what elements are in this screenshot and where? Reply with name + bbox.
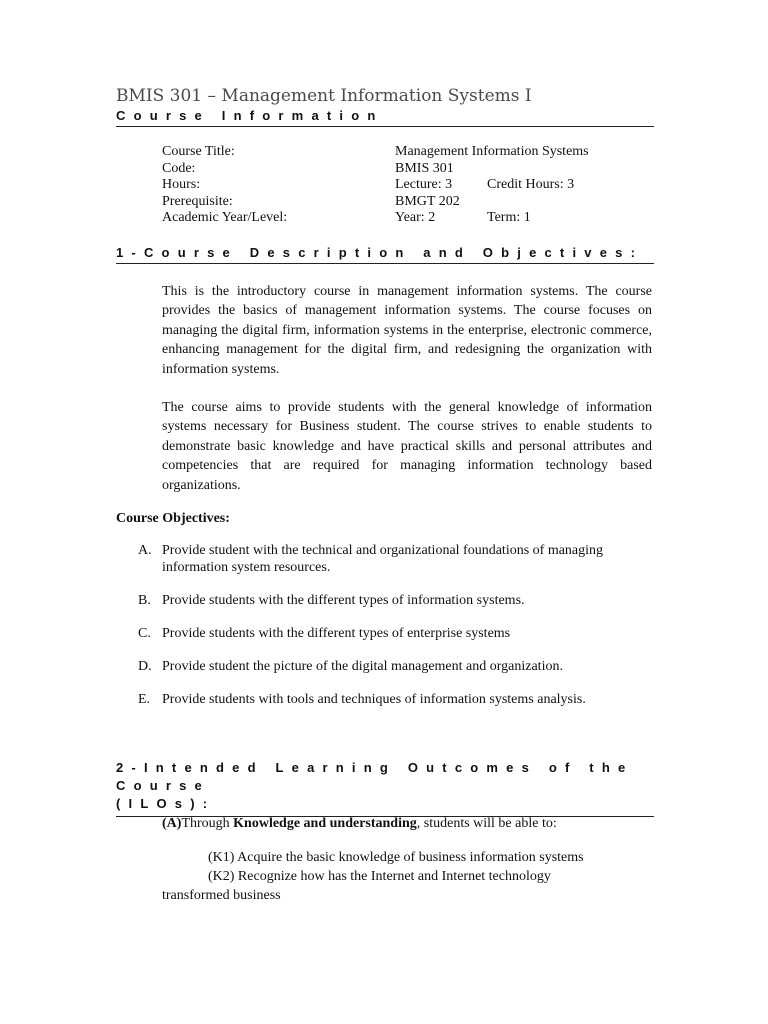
objective-text: Provide students with tools and techniques of information systems analysis. [162,692,586,707]
ilo-k2: (K2) Recognize how has the Internet and Internet technology [208,869,551,884]
objective-item [138,692,658,709]
objective-text: Provide students with the different types of enterprise systems [162,626,511,641]
objective-letter: A. [138,543,152,558]
course-title-label: Course Title: [162,144,235,159]
objective-letter: C. [138,626,151,641]
prerequisite-value: BMGT 202 [395,193,460,209]
ilo-k2-continued: transformed business [162,888,281,903]
objective-item [138,626,658,643]
course-info-heading: Course Information [116,108,654,127]
hours-value: Lecture: 3 [395,177,453,192]
credit-hours-value: Credit Hours: 3 [487,177,575,192]
section-1-heading: 1-Course Description and Objectives: [116,245,654,264]
objectives-heading: Course Objectives: [116,511,230,526]
section-2-heading-line-1: 2-Intended Learning Outcomes of the Course [116,760,634,793]
ilo-a-post: , students will be able to: [416,816,557,831]
section-2-heading [116,759,654,817]
objective-letter: B. [138,593,151,608]
term-value: Term: 1 [487,210,531,225]
hours-label: Hours: [162,177,201,192]
academic-year-label: Academic Year/Level: [162,210,288,225]
ilo-a-label: (A) [162,816,182,831]
section-2-heading-line-2: (ILOs): [116,796,216,811]
ilo-a-intro [162,816,557,832]
ilo-k1: (K1) Acquire the basic knowledge of business information systems [208,850,584,865]
objective-text: Provide student with the technical and organizational foundations of managing information system resources. [162,543,604,575]
objective-item [138,543,658,576]
objective-item [138,593,658,610]
code-value: BMIS 301 [395,160,454,176]
prerequisite-label: Prerequisite: [162,193,233,209]
ilo-a-pre: Through [181,816,230,831]
description-paragraph-2: The course aims to provide students with the general knowledge of information systems necessary for Business student. The course strives to enable students to demonstrate basic knowledge and have practical skills and personal attributes and competencies that are required for managing information technology based organizations. [162,400,652,493]
document-title: BMIS 301 – Management Information Systems I [116,86,532,106]
objective-text: Provide student the picture of the digital management and organization. [162,659,563,674]
objective-letter: E. [138,692,151,707]
course-title-value: Management Information Systems [395,144,589,159]
objective-letter: D. [138,659,152,674]
description-paragraph-1: This is the introductory course in management information systems. The course provides the basics of management information systems. The course focuses on managing the digital firm, information systems in the enterprise, electronic commerce, enhancing management for the digital firm, and redesigning the organization with information systems. [162,284,652,377]
year-value: Year: 2 [395,210,436,225]
objective-item [138,659,658,676]
objective-text: Provide students with the different types of information systems. [162,593,525,608]
ilo-a-bold: Knowledge and understanding [233,816,417,831]
code-label: Code: [162,160,196,176]
